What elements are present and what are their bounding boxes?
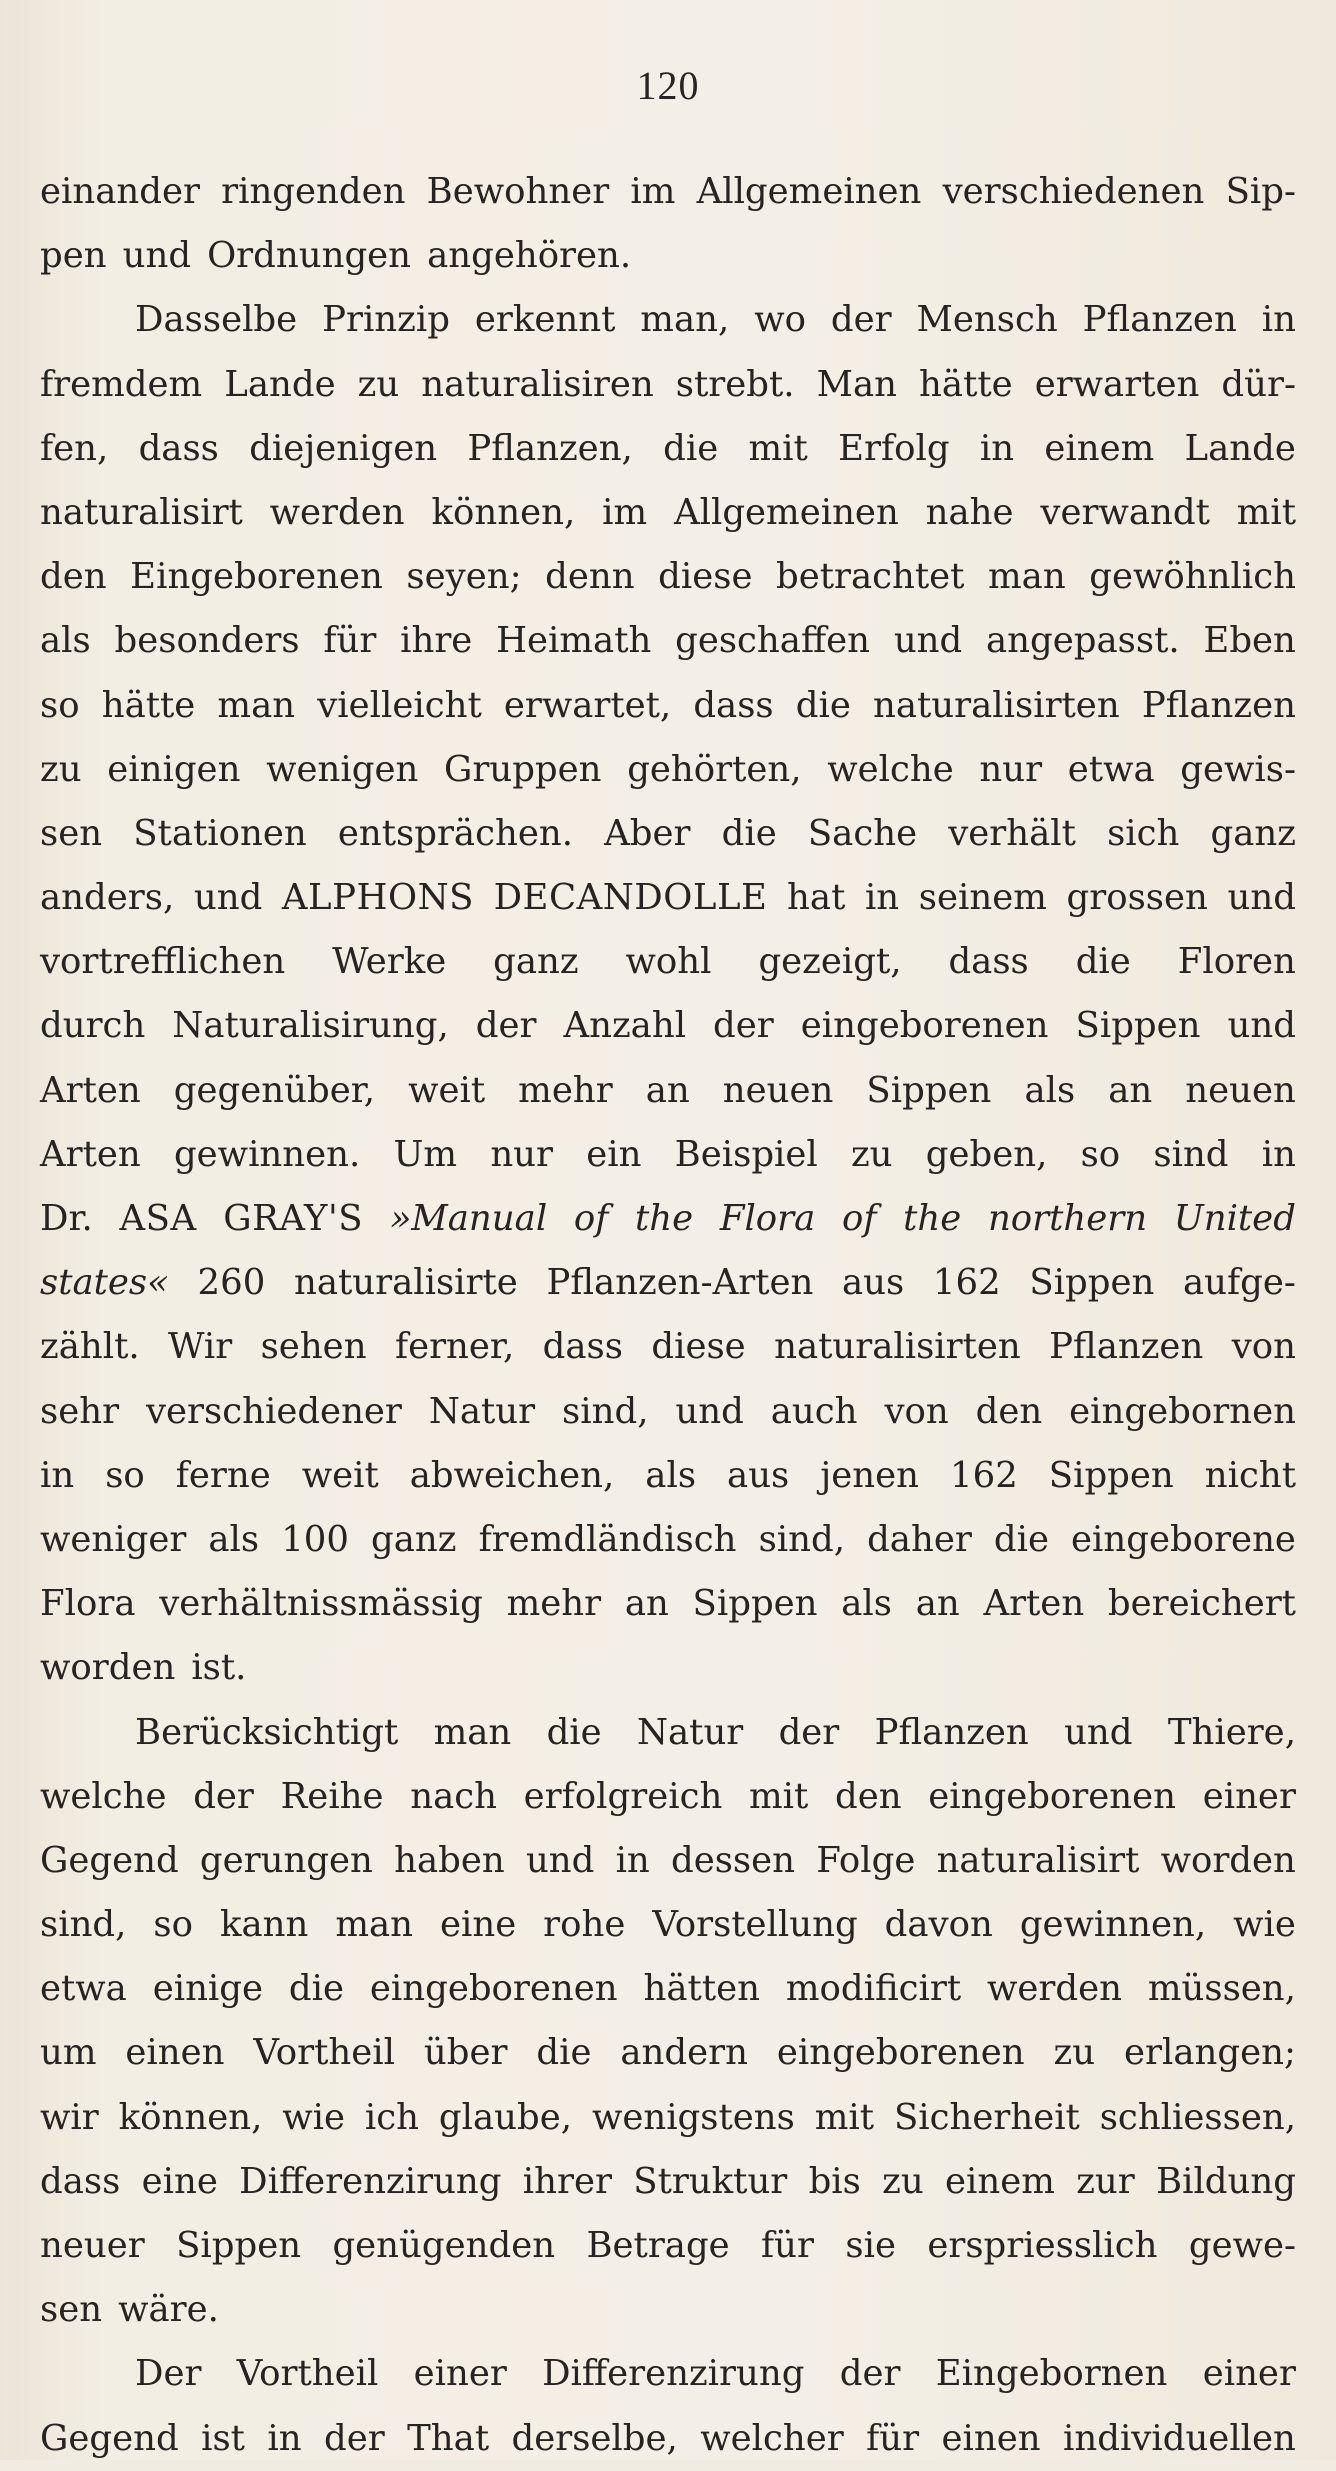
- text-line: zu einigen wenigen Gruppen gehörten, welche nur etwa gewis-: [40, 748, 1296, 790]
- text-line: weniger als 100 ganz fremdländisch sind, daher die eingeborene: [40, 1518, 1296, 1560]
- text-line: neuer Sippen genügenden Betrage für sie erspriesslich gewe-: [40, 2225, 1296, 2266]
- text-line: etwa einige die eingeborenen hätten modificirt werden müssen,: [40, 1968, 1296, 2010]
- text-line: pen und Ordnungen angehören.: [40, 235, 632, 277]
- text-line: fremdem Lande zu naturalisiren strebt. Man hätte erwarten dür-: [40, 363, 1296, 405]
- body-text: [40, 160, 1296, 2471]
- text-line: sehr verschiedener Natur sind, und auch von den eingebornen: [40, 1390, 1296, 1432]
- page-number: 120: [636, 63, 700, 108]
- text-line: als besonders für ihre Heimath geschaffen und angepasst. Eben: [40, 620, 1296, 662]
- text-line: sen Stationen entsprächen. Aber die Sache verhält sich ganz: [40, 812, 1296, 854]
- text-line: wir können, wie ich glaube, wenigstens mit Sicherheit schliessen,: [40, 2096, 1296, 2138]
- text-line: Dr. ASA GRAY'S »Manual of the Flora of the northern United: [40, 1198, 1296, 1239]
- text-line: Berücksichtigt man die Natur der Pflanzen und Thiere,: [135, 1711, 1296, 1753]
- text-line: states« 260 naturalisirte Pflanzen-Arten aus 162 Sippen aufge-: [40, 1262, 1296, 1304]
- text-line: Gegend gerungen haben und in dessen Folge naturalisirt worden: [40, 1839, 1296, 1881]
- text-line: so hätte man vielleicht erwartet, dass die naturalisirten Pflanzen: [40, 684, 1296, 726]
- text-line: dass eine Differenzirung ihrer Struktur bis zu einem zur Bildung: [40, 2160, 1296, 2202]
- text-line: welche der Reihe nach erfolgreich mit den eingeborenen einer: [40, 1775, 1296, 1817]
- text-line: worden ist.: [40, 1647, 247, 1689]
- text-line: den Eingeborenen seyen; denn diese betrachtet man gewöhnlich: [40, 556, 1296, 598]
- text-line: durch Naturalisirung, der Anzahl der eingeborenen Sippen und: [40, 1005, 1296, 1047]
- text-line: sen wäre.: [40, 2289, 219, 2331]
- text-line: Arten gegenüber, weit mehr an neuen Sippen als an neuen: [40, 1069, 1296, 1111]
- text-line: einander ringenden Bewohner im Allgemeinen verschiedenen Sip-: [40, 171, 1296, 212]
- text-line: Gegend ist in der That derselbe, welcher für einen individuellen: [40, 2417, 1296, 2459]
- text-line: in so ferne weit abweichen, als aus jenen 162 Sippen nicht: [40, 1454, 1296, 1496]
- text-line: Der Vortheil einer Differenzirung der Eingebornen einer: [135, 2353, 1296, 2395]
- text-line: anders, und ALPHONS DECANDOLLE hat in seinem grossen und: [40, 877, 1296, 919]
- text-line: fen, dass diejenigen Pflanzen, die mit Erfolg in einem Lande: [40, 427, 1296, 469]
- text-line: um einen Vortheil über die andern eingeborenen zu erlangen;: [40, 2032, 1296, 2074]
- text-line: Flora verhältnissmässig mehr an Sippen als an Arten bereichert: [40, 1583, 1296, 1625]
- text-line: zählt. Wir sehen ferner, dass diese naturalisirten Pflanzen von: [40, 1326, 1296, 1368]
- text-line: naturalisirt werden können, im Allgemeinen nahe verwandt mit: [40, 491, 1296, 533]
- text-line: Dasselbe Prinzip erkennt man, wo der Mensch Pflanzen in: [135, 299, 1296, 341]
- text-line: Arten gewinnen. Um nur ein Beispiel zu geben, so sind in: [40, 1133, 1296, 1175]
- text-line: sind, so kann man eine rohe Vorstellung davon gewinnen, wie: [40, 1904, 1296, 1946]
- text-line: vortrefflichen Werke ganz wohl gezeigt, dass die Floren: [40, 941, 1296, 983]
